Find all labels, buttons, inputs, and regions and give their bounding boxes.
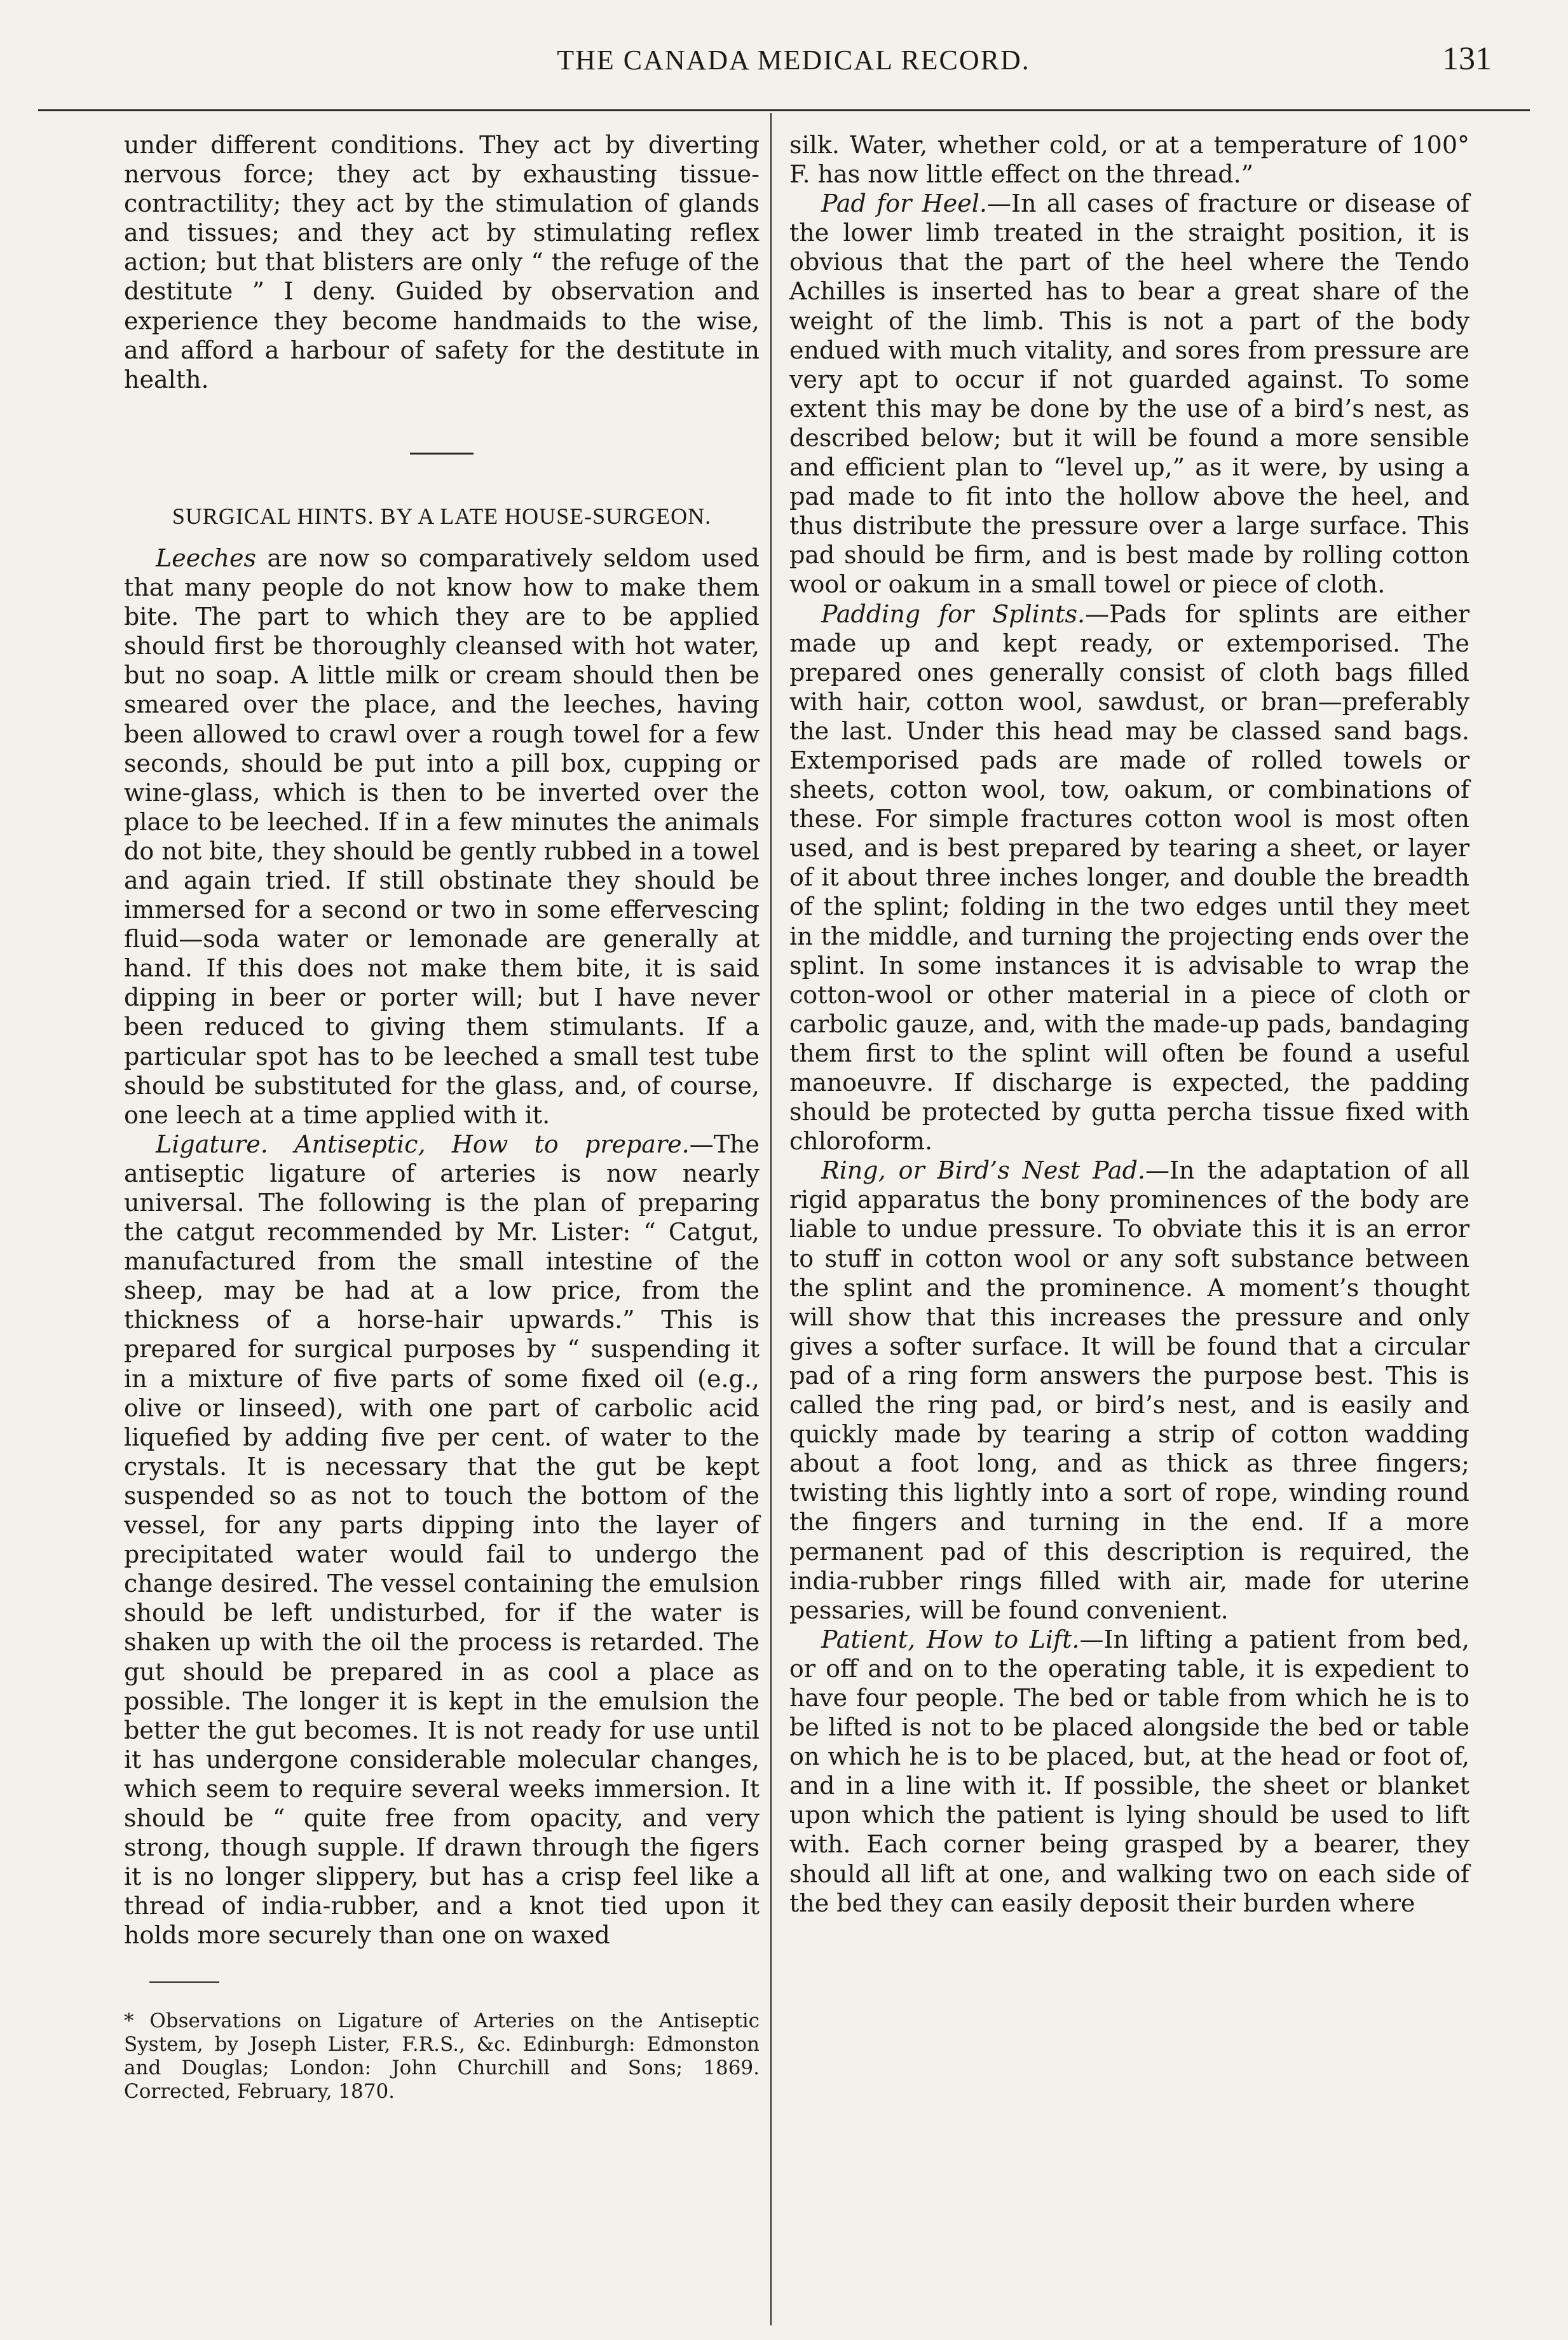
text-padding-for-splints: —Pads for splints are either made up and kept ready, or extemporised. The prepared ones generally consist of cloth bags filled with hair, cotton wool, sawdust, or bran—preferably the last. Under this head may be classed sand bags. Extemporised pads are made of rolled towels or sheets, cotton wool, tow, oakum, or combinations of these. For simple fractures cotton wool is most often used, and is best prepared by tearing a sheet, or layer of it about three inches longer, and double the breadth of the splint; folding in the two edges until they meet in the middle, and turning the projecting ends over the splint. In some instances it is advisable to wrap the cotton-wool or other material in a piece of cloth or carbolic gauze, and, with the made-up pads, bandaging them first to the splint will often be found a useful manoeuvre. If discharge is expected, the padding should be protected by gutta percha tissue fixed with chloroform. [789, 599, 1470, 1156]
column-divider [770, 113, 772, 2325]
heading-pad-for-heel: Pad for Heel. [821, 189, 988, 218]
heading-ligature: Ligature. Antiseptic, How to prepare. [156, 1130, 690, 1158]
heading-leeches: Leeches [156, 544, 256, 572]
heading-padding-for-splints: Padding for Splints. [821, 599, 1086, 628]
paragraph-ligature [124, 1130, 760, 1950]
page-number: 131 [1442, 41, 1492, 77]
text-pad-for-heel: —In all cases of fracture or disease of the lower limb treated in the straight position, it is obvious that the part of the heel where the Tendo Achilles is inserted has to bear a great share of the weight of the limb. This is not a part of the body endued with much vitality, and sores from pressure are very apt to occur if not guarded against. To some extent this may be done by the use of a bird’s nest, as described below; but it will be found a more sensible and efficient plan to “level up,” as it were, by using a pad made to fit into the hollow above the heel, and thus distribute the pressure over a large surface. This pad should be firm, and is best made by rolling cotton wool or oakum in a small towel or piece of cloth. [789, 189, 1469, 599]
section-separator [410, 453, 474, 455]
paragraph-patient-lift [789, 1625, 1469, 1918]
text-leeches: are now so comparatively seldom used that many people do not know how to make them bite. The part to which they are to be applied should first be thoroughly cleansed with hot water, but no soap. A little milk or cream should then be smeared over the place, and the leeches, having been allowed to crawl over a rough towel for a few seconds, should be put into a pill box, cupping or wine-glass, which is then to be inverted over the place to be leeched. If in a few minutes the animals do not bite, they should be gently rubbed in a towel and again tried. If still obstinate they should be immersed for a second or two in some effervescing fluid—soda water or lemonade are generally at hand. If this does not make them bite, it is said dipping in beer or porter will; but I have never been reduced to giving them stimulants. If a particular spot has to be leeched a small test tube should be substituted for the glass, and, of course, one leech at a time applied with it. [124, 544, 760, 1129]
heading-ring-pad: Ring, or Bird’s Nest Pad. [821, 1156, 1145, 1185]
heading-patient-lift: Patient, How to Lift. [821, 1625, 1080, 1653]
paragraph-leeches [124, 544, 760, 1130]
paragraph-ring-pad [789, 1156, 1469, 1625]
footnote: * Observations on Ligature of Arteries on the Antiseptic System, by Joseph Lister, F.R.S., &c. Edinburgh: Edmonston and Douglas; London: John Churchill and Sons; 1869. Corrected, February, 1870. [124, 2009, 760, 2104]
paragraph-padding-for-splints [789, 599, 1469, 1156]
text-patient-lift: —In lifting a patient from bed, or off and on to the operating table, it is expedient to have four people. The bed or table from which he is to be lifted is not to be placed alongside the bed or table on which he is to be placed, but, at the head or foot of, and in a line with it. If possible, the sheet or blanket upon which the patient is lying should be used to lift with. Each corner being grasped by a bearer, they should all lift at one, and walking two on each side of the bed they can easily deposit their burden where [789, 1625, 1470, 1917]
right-column [789, 130, 1469, 1918]
running-head [95, 35, 1492, 99]
text-ring-pad: —In the adaptation of all rigid apparatus the bony prominences of the body are liable to undue pressure. To obviate this it is an error to stuff in cotton wool or any soft substance between the splint and the prominence. A moment’s thought will show that this increases the pressure and only gives a softer surface. It will be found that a circular pad of a ring form answers the purpose best. This is called the ring pad, or bird’s nest, and is easily and quickly made by tearing a strip of cotton wadding about a foot long, and as thick as three fingers; twisting this lightly into a sort of rope, winding round the fingers and turning in the end. If a more permanent pad of this description is required, the india-rubber rings filled with air, made for uterine pessaries, will be found convenient. [789, 1156, 1469, 1624]
running-title: THE CANADA MEDICAL RECORD. [557, 44, 1030, 76]
footnote-rule [149, 1981, 219, 1983]
section-title: SURGICAL HINTS. BY A LATE HOUSE-SURGEON. [172, 503, 712, 529]
paragraph-pad-for-heel [789, 189, 1469, 599]
text-ligature: —The antiseptic ligature of arteries is now nearly universal. The following is the plan of preparing the catgut recommended by Mr. Lister: “ Catgut, manufactured from the small intestine of the sheep, may be had at a low price, from the thickness of a horse-hair upwards.” This is prepared for surgical purposes by “ suspending it in a mixture of five parts of some fixed oil (e.g., olive or linseed), with one part of carbolic acid liquefied by adding five per cent. of water to the crystals. It is necessary that the gut be kept suspended so as not to touch the bottom of the vessel, for any parts dipping into the layer of precipitated water would fail to undergo the change desired. The vessel containing the emulsion should be left undisturbed, for if the water is shaken up with the oil the process is retarded. The gut should be prepared in as cool a place as possible. The longer it is kept in the emulsion the better the gut becomes. It is not ready for use until it has undergone considerable molecular changes, which seem to require several weeks immersion. It should be “ quite free from opacity, and very strong, though supple. If drawn through the figers it is no longer slippery, but has a crisp feel like a thread of india-rubber, and a knot tied upon it holds more securely than one on waxed [124, 1130, 760, 1950]
ligature-continuation: silk. Water, whether cold, or at a temperature of 100° F. has now little effect on the thread.” [789, 131, 1469, 189]
left-column [124, 130, 760, 2104]
header-rule [38, 109, 1530, 111]
blister-article-ending: under different conditions. They act by diverting nervous force; they act by exhausting tissue-contractility; they act by the stimulation of glands and tissues; and they act by stimulating reflex action; but that blisters are only “ the refuge of the destitute ” I deny. Guided by observation and experience they become handmaids to the wise, and afford a harbour of safety for the destitute in health. [124, 131, 760, 393]
